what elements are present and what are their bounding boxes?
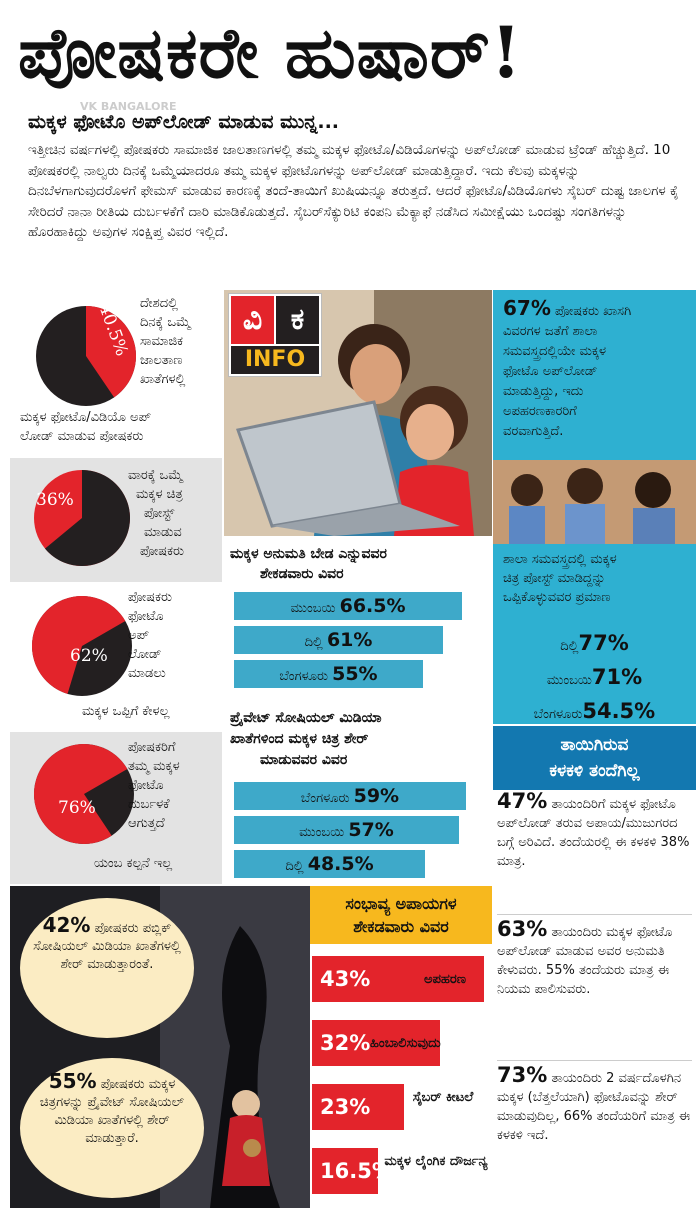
risks-heading-line: ಸಂಭಾವ್ಯ ಅಪಾಯಗಳ	[345, 894, 457, 913]
pie-text-awareness	[128, 738, 220, 833]
pie-text-line: ಖಾತೆಗಳಲ್ಲಿ	[140, 372, 186, 387]
pie-text-line: ಪೋಷಕರು	[128, 590, 172, 605]
mothers-item-2	[497, 917, 692, 999]
pie-label-weekly: 36%	[36, 490, 74, 510]
right-top-line: ವಿವರಗಳ ಜತೆಗೆ ಶಾಲಾ	[503, 324, 598, 339]
uniform-city: ಮುಂಬಯಿ	[546, 673, 592, 688]
pie-row-weekly	[10, 458, 222, 582]
right-top-pct: 67%	[503, 296, 551, 320]
pie-text-line: ಮಕ್ಕಳ ಒಪ್ಪಿಗೆ ಕೇಳಲ್ಲ	[82, 704, 170, 719]
pie-text-line: ಸಾಮಾಜಿಕ	[140, 334, 184, 349]
uniform-value: 77%	[578, 631, 629, 655]
risk-label: ಸೈಬರ್ ಕೀಟಲೆ	[412, 1090, 474, 1105]
risk-label: ಮಕ್ಕಳ ಲೈಂಗಿಕ ದೌರ್ಜನ್ಯ	[384, 1154, 488, 1169]
city-name: ದಿಲ್ಲಿ	[285, 859, 308, 874]
uniform-city: ದಿಲ್ಲಿ	[560, 639, 579, 654]
risk-bar: 16.5%	[312, 1148, 378, 1194]
city-bar	[234, 592, 462, 620]
city-value: 59%	[353, 785, 400, 807]
pie-text-daily-bottom	[20, 408, 220, 446]
pie-text-line: ತಮ್ಮ ಮಕ್ಕಳ	[128, 759, 180, 774]
mothers-heading	[493, 726, 696, 790]
school-kids-photo	[493, 460, 696, 544]
mothers-pct: 63%	[497, 917, 548, 941]
pie-text-line: ಪೋಷಕರಿಗೆ	[128, 740, 176, 755]
city-name: ಬೆಂಗಳೂರು	[279, 669, 333, 684]
city-bar	[234, 660, 423, 688]
pie-text-line: ಲೋಡ್ ಮಾಡುವ ಪೋಷಕರು	[20, 429, 144, 444]
risk-row	[312, 1084, 492, 1130]
pie-text-line: ದಿನಕ್ಕೆ ಒಮ್ಮೆ	[140, 315, 191, 330]
kid-1-uniform	[509, 506, 545, 544]
pie-chart-awareness	[32, 742, 136, 846]
pie-chart-daily	[34, 304, 138, 408]
permission-title-line: ಮಕ್ಕಳ ಅನುಮತಿ ಬೇಡ ಎನ್ನುವವರ	[230, 546, 387, 562]
divider	[497, 1060, 692, 1061]
city-value: 55%	[332, 663, 378, 685]
uniform-line: ಶಾಲಾ ಸಮವಸ್ತ್ರದಲ್ಲಿ ಮಕ್ಕಳ	[503, 552, 617, 567]
pie-text-line: ಜಾಲತಾಣ	[140, 353, 183, 368]
private-share-title	[230, 708, 486, 771]
right-top-line: ಫೋಟೊ ಅಪ್‌ಲೋಡ್	[503, 364, 598, 379]
pie-text-line: ಮಕ್ಕಳ ಫೋಟೊ/ವಿಡಿಯೊ ಅಪ್	[20, 410, 152, 425]
circle-pct: 55%	[48, 1069, 97, 1093]
kid-3-head	[635, 472, 671, 508]
pie-text-daily	[140, 294, 220, 389]
uniform-stat	[493, 696, 696, 730]
pie-label-consent: 62%	[70, 646, 108, 666]
city-value: 66.5%	[339, 595, 406, 617]
private-title-line: ಮಾಡುವವರ ವಿವರ	[260, 752, 348, 768]
mother-face	[350, 344, 402, 404]
city-value: 57%	[348, 819, 394, 841]
mothers-text: ತಾಯಂದಿರು 2 ವರ್ಷದೊಳಗಿನ ಮಕ್ಕಳ (ಬೆತ್ತಲೆಯಾಗಿ) ಫೋಟೊವನ್ನು ಶೇರ್ ಮಾಡುವುದಿಲ್ಲ, 66% ತಂದೆಯರಿಗೆ ಮಾತ್ರ ಈ ಕಳಕಳಿ ಇದೆ.	[497, 1071, 691, 1143]
right-top-line: ಅಪಹರಣಕಾರರಿಗೆ	[503, 404, 577, 419]
mothers-pct: 47%	[497, 789, 548, 813]
pie-row-awareness	[10, 732, 222, 884]
page-subtitle: ಮಕ್ಕಳ ಫೋಟೊ ಅಪ್‌ಲೋಡ್ ಮಾಡುವ ಮುನ್ನ...	[28, 111, 340, 133]
risk-label: ಹಿಂಬಾಲಿಸುವುದು	[370, 1036, 441, 1051]
circle-text: ಪೋಷಕರು ಮಕ್ಕಳ ಚಿತ್ರಗಳನ್ನು ಪ್ರೈವೇಟ್ ಸೋಷಿಯಲ್ ಮಿಡಿಯಾ ಖಾತೆಗಳಲ್ಲಿ ಶೇರ್ ಮಾಡುತ್ತಾರೆ.	[39, 1077, 185, 1146]
right-top-panel	[493, 290, 696, 460]
right-top-text	[503, 298, 693, 442]
mothers-heading-line: ತಾಯಿಗಿರುವ	[560, 735, 629, 755]
uniform-line: ಚಿತ್ರ ಪೋಸ್ಟ್ ಮಾಡಿದ್ದನ್ನು	[503, 571, 606, 586]
mothers-heading-line: ಕಳಕಳಿ ತಂದೆಗಿಲ್ಲ	[549, 761, 640, 781]
pie-text-line: ಫೋಟೊ	[128, 778, 164, 793]
pie-text-line: ಮಾಡಲು	[128, 666, 166, 681]
risks-heading-line: ಶೇಕಡವಾರು ವಿವರ	[353, 917, 449, 936]
right-top-line: ಸಮವಸ್ತ್ರದಲ್ಲಿಯೇ ಮಕ್ಕಳ	[503, 344, 607, 359]
city-bar	[234, 626, 443, 654]
city-value: 48.5%	[307, 853, 374, 875]
circle-pct: 42%	[42, 913, 91, 937]
permission-title-line: ಶೇಕಡವಾರು ವಿವರ	[260, 566, 344, 582]
uniform-city: ಬೆಂಗಳೂರು	[533, 707, 583, 722]
child-face	[406, 404, 454, 460]
logo-letter-1: ವಿ	[231, 296, 274, 344]
risk-row	[312, 1020, 492, 1066]
right-top-line: ಮಾಡುತ್ತಿದ್ದು, ಇದು	[503, 384, 584, 399]
logo-word: INFO	[231, 346, 319, 374]
vk-info-logo	[228, 293, 322, 377]
mothers-text: ತಾಯಂದಿರಿಗೆ ಮಕ್ಕಳ ಫೋಟೊ ಅಪ್‌ಲೋಡ್ ತರುವ ಅಪಾಯ/ಮುಜುಗರದ ಬಗ್ಗೆ ಅರಿವಿದೆ. ತಂದೆಯರಲ್ಲಿ ಈ ಕಳಕಳಿ 38% ಮಾತ್ರ.	[497, 797, 690, 869]
mothers-pct: 73%	[497, 1063, 548, 1087]
school-kids-illustration	[493, 460, 696, 544]
city-value: 61%	[326, 629, 373, 651]
pie-text-line: ದೇಶದಲ್ಲಿ	[140, 296, 179, 311]
pie-text-line: ದುರ್ಬಳಕೆ	[128, 797, 170, 812]
uniform-line: ಒಪ್ಪಿಕೊಳ್ಳುವವರ ಪ್ರಮಾಣ	[503, 590, 611, 605]
logo-letter-2: ಕ	[276, 296, 319, 344]
uniform-stats	[493, 628, 696, 730]
teddy-bear	[243, 1139, 261, 1157]
circle-public-share	[20, 898, 194, 1038]
kid-2-head	[567, 468, 603, 504]
risk-row	[312, 1148, 492, 1194]
divider	[497, 914, 692, 915]
logo-letters	[231, 296, 319, 344]
kid-3-uniform	[633, 508, 675, 544]
pie-text-line: ಪೋಸ್ಟ್	[144, 506, 175, 521]
uniform-value: 71%	[591, 665, 643, 689]
right-top-line-1	[503, 298, 693, 322]
uniform-text	[503, 550, 617, 607]
city-bar	[234, 850, 425, 878]
pie-text-line: ಆಗುತ್ತದೆ	[128, 816, 165, 831]
private-title-line: ಖಾತೆಗಳಿಂದ ಮಕ್ಕಳ ಚಿತ್ರ ಶೇರ್	[230, 731, 369, 747]
city-name: ದಿಲ್ಲಿ	[304, 635, 327, 650]
pie-text-line: ಲೋಡ್	[128, 647, 162, 662]
risk-bar: 32%	[312, 1020, 440, 1066]
pie-text-weekly	[128, 466, 220, 561]
pie-text-line: ಯಂಬ ಕಲ್ಪನೆ ಇಲ್ಲ	[94, 856, 173, 871]
risks-heading	[310, 886, 492, 944]
uniform-stat	[493, 628, 696, 662]
pie-row-daily	[10, 290, 222, 456]
mothers-item-3	[497, 1063, 692, 1145]
pie-text-consent	[128, 588, 220, 683]
pie-text-awareness-bottom	[94, 854, 222, 873]
pie-chart-weekly	[32, 468, 132, 568]
uniform-value: 54.5%	[582, 699, 656, 723]
right-top-line: ವರವಾಗುತ್ತಿದೆ.	[503, 424, 564, 439]
city-name: ಬೆಂಗಳೂರು	[300, 791, 354, 806]
uniform-panel	[493, 544, 696, 724]
uniform-stat	[493, 662, 696, 696]
kid-2-uniform	[565, 504, 605, 544]
circle-private-share	[20, 1058, 204, 1198]
city-bars-panel	[224, 536, 492, 886]
city-bar	[234, 816, 459, 844]
circle-text: ಪೋಷಕರು ಪಬ್ಲಿಕ್ ಸೋಷಿಯಲ್ ಮಿಡಿಯಾ ಖಾತೆಗಳಲ್ಲಿ ಶೇರ್ ಮಾಡುತ್ತಾರಂತೆ.	[33, 921, 181, 972]
watermark: VK BANGALORE	[80, 100, 177, 113]
pie-text-consent-bottom	[82, 702, 222, 721]
pie-text-line: ವಾರಕ್ಕೆ ಒಮ್ಮೆ	[128, 468, 183, 483]
pie-text-line: ಅಪ್	[128, 628, 150, 643]
mothers-text: ತಾಯಂದಿರು ಮಕ್ಕಳ ಫೋಟೊ ಅಪ್‌ಲೋಡ್ ಮಾಡುವ ಅವರ ಅನುಮತಿ ಕೇಳುವರು. 55% ತಂದೆಯರು ಮಾತ್ರ ಈ ನಿಯಮ ಪಾಲಿಸುವರು.	[497, 925, 673, 997]
city-name: ಮುಂಬಯಿ	[299, 825, 349, 840]
private-title-line: ಪ್ರೈವೇಟ್ ಸೋಷಿಯಲ್ ಮಿಡಿಯಾ	[230, 710, 382, 726]
permission-title	[230, 544, 486, 584]
pie-row-consent	[10, 584, 222, 730]
girl-head	[232, 1090, 260, 1118]
page-title: ಪೋಷಕರೇ ಹುಷಾರ್!	[18, 11, 523, 94]
mothers-item-1	[497, 789, 692, 871]
risk-bar: 43%	[312, 956, 484, 1002]
risk-row	[312, 956, 492, 1002]
risk-bar: 23%	[312, 1084, 404, 1130]
pie-label-awareness: 76%	[58, 798, 96, 818]
right-top-line: ಪೋಷಕರು ಖಾಸಗಿ	[555, 304, 632, 319]
pie-text-line: ಪೋಷಕರು	[140, 544, 184, 559]
city-name: ಮುಂಬಯಿ	[290, 601, 340, 616]
intro-paragraph: ಇತ್ತೀಚಿನ ವರ್ಷಗಳಲ್ಲಿ ಪೋಷಕರು ಸಾಮಾಜಿಕ ಜಾಲತಾಣಗಳಲ್ಲಿ ತಮ್ಮ ಮಕ್ಕಳ ಫೋಟೊ/ವಿಡಿಯೊಗಳನ್ನು ಅಪ್‌ಲೋಡ್ ಮಾಡುವ ಟ್ರೆಂಡ್ ಹೆಚ್ಚುತ್ತಿದೆ. 10 ಪೋಷಕರಲ್ಲಿ ನಾಲ್ವರು ದಿನಕ್ಕೆ ಒಮ್ಮೆಯಾದರೂ ತಮ್ಮ ಮಕ್ಕಳ ಫೋಟೊಗಳನ್ನು ಅಪ್‌ಲೋಡ್ ಮಾಡುತ್ತಿದ್ದಾರೆ. ಇದು ಕೆಲವು ಮಕ್ಕಳನ್ನು ದಿನಬೆಳಗಾಗುವುದರೊಳಗೆ ಫೇಮಸ್ ಮಾಡುವ ಕಾರಣಕ್ಕೆ ತಂದೆ-ತಾಯಿಗೆ ಖುಷಿಯನ್ನೂ ತರುತ್ತದೆ. ಆದರೆ ಫೋಟೊ/ವಿಡಿಯೊಗಳು ಸೈಬರ್ ದುಷ್ಟ ಜಾಲಗಳ ಕೈ ಸೇರಿದರೆ ನಾನಾ ರೀತಿಯ ದುರ್ಬಳಕೆಗೆ ದಾರಿ ಮಾಡಿಕೊಡುತ್ತದೆ. ಸೈಬರ್‌ಸೆಕ್ಯುರಿಟಿ ಕಂಪನಿ ಮೆಕ್ಯಾಫೆ ನಡೆಸಿದ ಸಮೀಕ್ಷೆಯು ಒಂದಷ್ಟು ಸಂಗತಿಗಳನ್ನು ಹೊರಹಾಕಿದ್ದು ಅವುಗಳ ಸಂಕ್ಷಿಪ್ತ ವಿವರ ಇಲ್ಲಿದೆ.	[28, 142, 679, 240]
pie-text-line: ಫೋಟೊ	[128, 609, 164, 624]
pie-text-line: ಮಾಡುವ	[144, 525, 182, 540]
pie-label-daily: 40.5%	[94, 301, 132, 359]
city-bar	[234, 782, 466, 810]
pie-text-line: ಮಕ್ಕಳ ಚಿತ್ರ	[136, 487, 183, 502]
kid-1-head	[511, 474, 543, 506]
risk-label: ಅಪಹರಣ	[424, 972, 467, 987]
